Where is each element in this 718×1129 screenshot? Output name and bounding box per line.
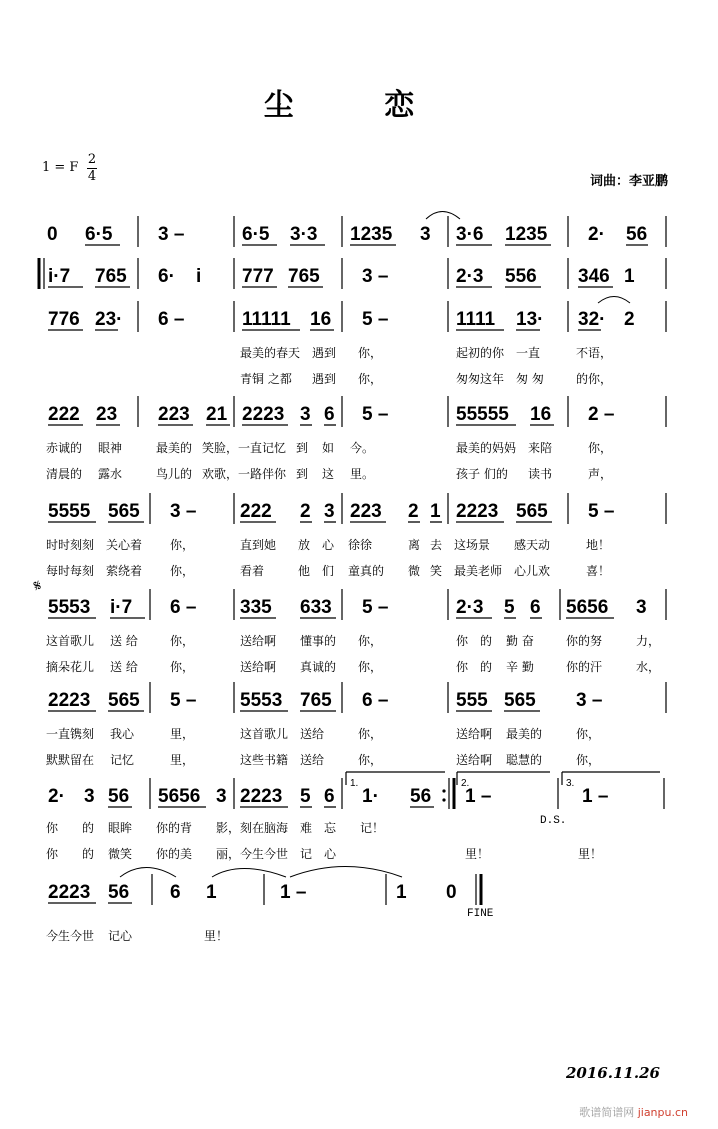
note: 32·	[578, 309, 606, 330]
note: 55555	[456, 404, 509, 425]
lyric: 丽，今生今世	[216, 847, 289, 861]
lyric: 里！	[204, 929, 229, 943]
note: 5 –	[362, 309, 389, 330]
note: 346	[578, 266, 610, 287]
lyric: 们	[322, 564, 335, 578]
lyric: 里，	[170, 727, 195, 741]
lyric: 记忆	[110, 753, 135, 767]
note: 776	[48, 309, 80, 330]
lyric: 最美的妈妈	[456, 441, 517, 455]
note: 5656	[566, 597, 609, 618]
lyric: 喜！	[586, 564, 611, 578]
lyric: 看着	[240, 564, 265, 578]
note: 5 –	[362, 597, 389, 618]
score-row	[39, 258, 666, 289]
note: 3	[216, 786, 227, 807]
note: 2	[300, 501, 311, 522]
lyric: 这	[322, 467, 335, 481]
note: 1111	[456, 309, 496, 330]
lyric: 里！	[578, 847, 603, 861]
lyric: 你，	[576, 753, 601, 767]
lyric: 力，	[636, 634, 661, 648]
note: 2 –	[588, 404, 615, 425]
lyric: 我心	[110, 727, 135, 741]
note: 5555	[48, 501, 91, 522]
note: 2·	[588, 224, 605, 245]
note: 1·	[362, 786, 379, 807]
note: 13·	[516, 309, 544, 330]
note: 5 –	[362, 404, 389, 425]
lyric: 影，刻在脑海	[216, 821, 289, 835]
lyric: 默默留在	[46, 753, 95, 767]
lyric: 今。	[350, 441, 375, 455]
lyric: 送给啊	[456, 727, 493, 741]
note: 2	[624, 309, 635, 330]
lyric: 你	[46, 847, 59, 861]
lyric: 你	[46, 821, 59, 835]
time-signature-bottom: 4	[87, 169, 97, 184]
lyric: 记	[300, 847, 313, 861]
note: 565	[516, 501, 548, 522]
score-row	[46, 682, 666, 767]
lyric: 送给啊	[240, 634, 277, 648]
lyric: 起初的你	[456, 346, 505, 360]
lyric: 这些书籍	[240, 753, 289, 767]
lyric: 你，	[358, 660, 383, 674]
volta-2: 2.	[461, 778, 470, 789]
lyric: 你，	[170, 538, 195, 552]
lyric: 的	[82, 847, 95, 861]
lyric: 徐徐	[348, 538, 373, 552]
note: 1235	[505, 224, 548, 245]
note: 3 –	[158, 224, 185, 245]
note: 565	[108, 690, 140, 711]
lyric: 笑脸，一直记忆	[202, 441, 287, 455]
note: 3 –	[362, 266, 389, 287]
lyric: 欢歌，一路伴你	[202, 467, 287, 481]
lyric: 直到她	[240, 538, 277, 552]
date-stamp: 2016.11.26	[566, 1064, 660, 1082]
note: 6 –	[170, 597, 197, 618]
lyric: 你，	[358, 634, 383, 648]
lyric: 心儿欢	[514, 564, 551, 578]
lyric: 这首歌儿	[46, 634, 95, 648]
score-row	[46, 589, 666, 674]
lyric: 遇到	[312, 346, 337, 360]
lyric: 读书	[528, 467, 553, 481]
note: 5553	[240, 690, 283, 711]
lyric: 你	[456, 660, 469, 674]
note: 5 –	[588, 501, 615, 522]
lyric: 离	[408, 538, 421, 552]
lyric: 笑	[430, 564, 443, 578]
ds-marker: D.S.	[540, 815, 567, 827]
note: 56	[410, 786, 432, 807]
note: 633	[300, 597, 332, 618]
note: 3	[324, 501, 335, 522]
lyric: 来陪	[528, 441, 553, 455]
lyric: 微	[408, 564, 421, 578]
lyric: 孩子 们的	[456, 467, 508, 481]
note: 2	[408, 501, 419, 522]
note: i·7	[48, 266, 71, 287]
lyric: 今生今世	[46, 929, 95, 943]
lyric: 忘	[324, 821, 337, 835]
lyric: 微笑	[108, 847, 133, 861]
note: 5656	[158, 786, 201, 807]
volta-3: 3.	[566, 778, 575, 789]
lyric: 一直	[516, 346, 541, 360]
lyric: 辛 勤	[506, 660, 534, 674]
lyric: 的	[480, 634, 493, 648]
note: 6	[170, 882, 181, 903]
note: 222	[240, 501, 272, 522]
lyric: 匆 匆	[516, 372, 544, 386]
lyric: 你，	[170, 634, 195, 648]
score-row	[46, 867, 494, 944]
note: 6	[324, 404, 335, 425]
note: 6·5	[242, 224, 270, 245]
note: 5553	[48, 597, 91, 618]
lyric: 里！	[465, 847, 490, 861]
volta-1: 1.	[350, 778, 359, 789]
note: 2223	[240, 786, 283, 807]
lyric: 露水	[98, 467, 123, 481]
lyric: 声，	[588, 467, 613, 481]
note: 3·6	[456, 224, 484, 245]
note: 1 –	[465, 786, 492, 807]
note: 2223	[48, 882, 91, 903]
lyric: 遇到	[312, 372, 337, 386]
lyric: 送给	[300, 727, 325, 741]
lyric: 真诚的	[300, 660, 337, 674]
note: 56	[108, 882, 130, 903]
note: 5	[504, 597, 515, 618]
note: 565	[504, 690, 536, 711]
lyric: 记！	[360, 821, 385, 835]
lyric: 你，	[358, 372, 383, 386]
note: 6 –	[158, 309, 185, 330]
note: 23	[96, 404, 118, 425]
time-signature-top: 2	[87, 152, 97, 167]
note: 2223	[242, 404, 285, 425]
lyric: 关心着	[106, 538, 143, 552]
lyric: 心	[322, 538, 335, 552]
note: 5	[300, 786, 311, 807]
lyric: 你，	[358, 727, 383, 741]
note: 765	[300, 690, 332, 711]
lyric: 你的背	[156, 821, 193, 835]
lyric: 送 给	[110, 660, 138, 674]
lyric: 匆匆这年	[456, 372, 505, 386]
lyric: 最美老师	[454, 564, 503, 578]
score-row	[46, 772, 664, 861]
lyric: 这场景	[454, 538, 491, 552]
lyric: 你	[456, 634, 469, 648]
note: 2223	[48, 690, 91, 711]
note: 3 –	[170, 501, 197, 522]
lyric: 他	[298, 564, 311, 578]
lyric: 童真的	[348, 564, 385, 578]
lyric: 的	[480, 660, 493, 674]
lyric: 摘朵花儿	[46, 660, 95, 674]
note: 765	[95, 266, 127, 287]
lyric: 去	[430, 538, 443, 552]
lyric: 你，	[358, 753, 383, 767]
note: 1	[430, 501, 441, 522]
note: 0	[446, 882, 457, 903]
note: 1	[624, 266, 635, 287]
lyric: 不语，	[576, 346, 613, 360]
note: 3·3	[290, 224, 318, 245]
note: 2·	[48, 786, 65, 807]
lyric: 难	[300, 821, 313, 835]
lyric: 你，	[588, 441, 613, 455]
note: 223	[158, 404, 190, 425]
note: 23·	[95, 309, 123, 330]
lyric: 到	[296, 467, 309, 481]
lyric: 记心	[108, 929, 133, 943]
note: 777	[242, 266, 274, 287]
note: 222	[48, 404, 80, 425]
note: 11111	[242, 309, 291, 330]
watermark	[579, 1104, 688, 1120]
composer-credit: 词曲：李亚鹏	[589, 174, 668, 189]
note: 6	[530, 597, 541, 618]
lyric: 聪慧的	[506, 753, 543, 767]
watermark-site-name: 歌谱简谱网	[579, 1106, 635, 1119]
note: 1 –	[582, 786, 609, 807]
watermark-url: jianpu.cn	[637, 1106, 688, 1119]
note: 6·5	[85, 224, 113, 245]
lyric: 鸟儿的	[156, 467, 193, 481]
lyric: 时时刻刻	[46, 538, 95, 552]
score-row	[48, 297, 666, 387]
score-row	[46, 396, 666, 481]
note: 335	[240, 597, 272, 618]
lyric: 放	[298, 538, 311, 552]
note: 3	[300, 404, 311, 425]
lyric: 一直镌刻	[46, 727, 95, 741]
lyric: 你，	[358, 346, 383, 360]
lyric: 最美的	[156, 441, 193, 455]
note: 16	[530, 404, 552, 425]
note: i	[196, 266, 202, 287]
note: i·7	[110, 597, 133, 618]
note: 5 –	[170, 690, 197, 711]
lyric: 里。	[350, 467, 375, 481]
lyric: 懂事的	[300, 634, 337, 648]
lyric: 如	[322, 441, 335, 455]
note: 1235	[350, 224, 393, 245]
lyric: 送给啊	[456, 753, 493, 767]
note: 56	[108, 786, 130, 807]
lyric: 送 给	[110, 634, 138, 648]
lyric: 你的美	[156, 847, 193, 861]
lyric: 最美的春天	[240, 346, 301, 360]
note: 6 –	[362, 690, 389, 711]
lyric: 萦绕着	[106, 564, 143, 578]
segno-icon: 𝄋	[30, 575, 44, 596]
note: 556	[505, 266, 537, 287]
key-signature: 1 = F	[42, 160, 79, 175]
lyric: 送给	[300, 753, 325, 767]
note: 3	[636, 597, 647, 618]
lyric: 青铜 之都	[240, 372, 292, 386]
score-row	[46, 493, 666, 578]
note: 3	[420, 224, 431, 245]
note: 2·3	[456, 266, 484, 287]
score-row	[47, 212, 666, 248]
lyric: 最美的	[506, 727, 543, 741]
note: 1	[396, 882, 407, 903]
lyric: 你，	[576, 727, 601, 741]
lyric: 赤诚的	[46, 441, 83, 455]
lyric: 这首歌儿	[240, 727, 289, 741]
lyric: 每时每刻	[46, 564, 95, 578]
note: 16	[310, 309, 332, 330]
lyric: 到	[296, 441, 309, 455]
note: 555	[456, 690, 488, 711]
song-title: 尘 恋	[263, 88, 455, 123]
lyric: 心	[324, 847, 337, 861]
note: 2·3	[456, 597, 484, 618]
note: 2223	[456, 501, 499, 522]
lyric: 里，	[170, 753, 195, 767]
note: 0	[47, 224, 58, 245]
lyric: 水，	[636, 660, 661, 674]
note: 6	[324, 786, 335, 807]
lyric: 你，	[170, 660, 195, 674]
note: 3 –	[576, 690, 603, 711]
lyric: 的	[82, 821, 95, 835]
lyric: 清晨的	[46, 467, 83, 481]
lyric: 勤 奋	[506, 634, 534, 648]
note: 56	[626, 224, 648, 245]
lyric: 眼眸	[108, 821, 133, 835]
lyric: 地！	[586, 538, 611, 552]
note: 1 –	[280, 882, 307, 903]
lyric: 你的努	[566, 634, 603, 648]
fine-marker: FINE	[467, 908, 494, 920]
lyric: 的你，	[576, 372, 613, 386]
note: 3	[84, 786, 95, 807]
lyric: 眼神	[98, 441, 123, 455]
lyric: 感天动	[514, 538, 551, 552]
lyric: 你，	[170, 564, 195, 578]
note: 21	[206, 404, 228, 425]
note: 1	[206, 882, 217, 903]
note: 223	[350, 501, 382, 522]
note: 765	[288, 266, 320, 287]
lyric: 送给啊	[240, 660, 277, 674]
note: 6·	[158, 266, 175, 287]
note: 565	[108, 501, 140, 522]
lyric: 你的汗	[566, 660, 603, 674]
